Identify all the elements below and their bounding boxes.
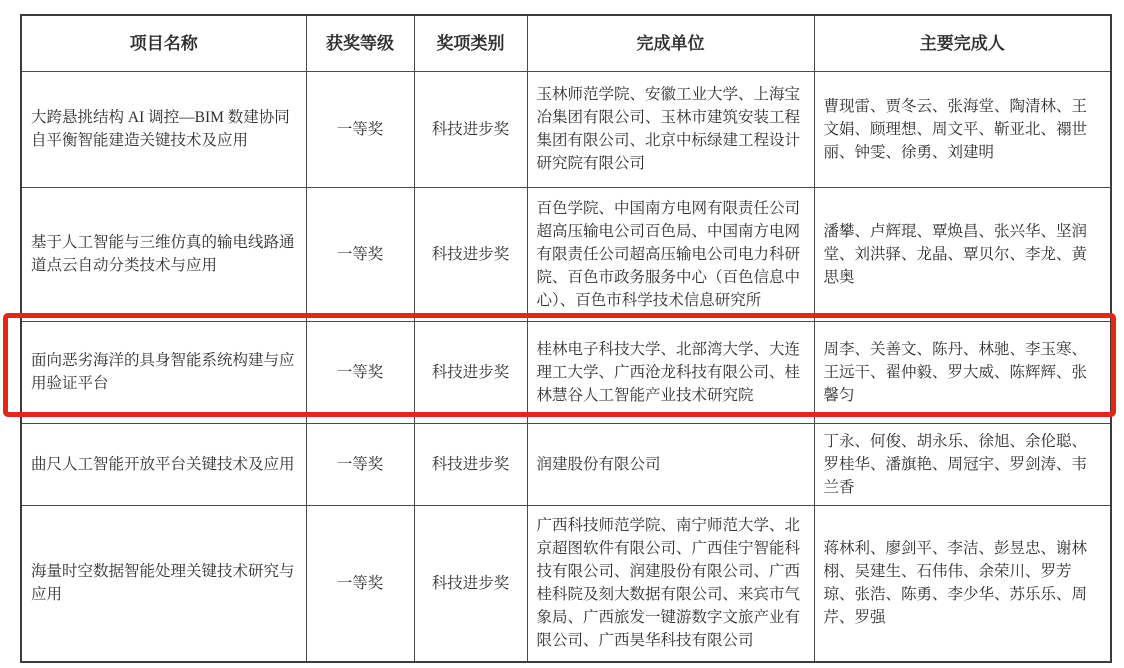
- cell-award-level: 一等奖: [306, 187, 414, 321]
- cell-award-level: 一等奖: [306, 321, 414, 423]
- header-cell-units: 完成单位: [527, 15, 814, 71]
- cell-contributors: 曹现雷、贾冬云、张海堂、陶清林、王文娟、顾理想、周文平、靳亚北、禤世丽、钟雯、徐勇、刘建明: [814, 71, 1111, 187]
- cell-units: 广西科技师范学院、南宁师范大学、北京超图软件有限公司、广西佳宁智能科技有限公司、润建股份有限公司、广西桂科院及刻大数据有限公司、来宾市气象局、广西旅发一键游数字文旅产业有限公司、广西昊华科技有限公司: [527, 505, 814, 662]
- cell-contributors: 潘攀、卢辉琨、覃焕昌、张兴华、坚润堂、刘洪驿、龙晶、覃贝尔、李龙、黄思奥: [814, 187, 1111, 321]
- cell-award-level: 一等奖: [306, 505, 414, 662]
- header-cell-award-category: 奖项类别: [414, 15, 527, 71]
- cell-award-category: 科技进步奖: [414, 505, 527, 662]
- header-cell-contributors: 主要完成人: [814, 15, 1111, 71]
- header-cell-award-level: 获奖等级: [306, 15, 414, 71]
- table-row: [21, 505, 1111, 662]
- cell-project: 海量时空数据智能处理关键技术研究与应用: [21, 505, 306, 662]
- cell-award-category: 科技进步奖: [414, 187, 527, 321]
- cell-project: 大跨悬挑结构 AI 调控—BIM 数建协同自平衡智能建造关键技术及应用: [21, 71, 306, 187]
- table-row: [21, 423, 1111, 505]
- table-row: [21, 187, 1111, 321]
- table-header-row: [21, 15, 1111, 71]
- cell-contributors: 蒋林利、廖剑平、李洁、彭昱忠、谢林栩、吴建生、石伟伟、余荣川、罗芳琼、张浩、陈勇、李少华、苏乐乐、周芹、罗强: [814, 505, 1111, 662]
- cell-award-level: 一等奖: [306, 71, 414, 187]
- cell-award-category: 科技进步奖: [414, 321, 527, 423]
- cell-contributors: 丁永、何俊、胡永乐、徐旭、余伦聪、罗桂华、潘旗艳、周冠宇、罗剑涛、韦兰香: [814, 423, 1111, 505]
- table-row: [21, 71, 1111, 187]
- cell-award-category: 科技进步奖: [414, 71, 527, 187]
- cell-contributors: 周李、关善文、陈丹、林驰、李玉寒、王远干、翟仲毅、罗大威、陈辉辉、张馨匀: [814, 321, 1111, 423]
- cell-award-level: 一等奖: [306, 423, 414, 505]
- cell-units: 玉林师范学院、安徽工业大学、上海宝冶集团有限公司、玉林市建筑安装工程集团有限公司、北京中标绿建工程设计研究院有限公司: [527, 71, 814, 187]
- cell-units: 百色学院、中国南方电网有限责任公司超高压输电公司百色局、中国南方电网有限责任公司超高压输电公司电力科研院、百色市政务服务中心（百色信息中心）、百色市科学技术信息研究所: [527, 187, 814, 321]
- cell-project: 曲尺人工智能开放平台关键技术及应用: [21, 423, 306, 505]
- header-cell-project: 项目名称: [21, 15, 306, 71]
- award-table: [20, 14, 1112, 663]
- table-row-highlighted: [21, 321, 1111, 423]
- cell-units: 润建股份有限公司: [527, 423, 814, 505]
- cell-units: 桂林电子科技大学、北部湾大学、大连理工大学、广西沧龙科技有限公司、桂林慧谷人工智能产业技术研究院: [527, 321, 814, 423]
- cell-project: 基于人工智能与三维仿真的输电线路通道点云自动分类技术与应用: [21, 187, 306, 321]
- cell-award-category: 科技进步奖: [414, 423, 527, 505]
- cell-project: 面向恶劣海洋的具身智能系统构建与应用验证平台: [21, 321, 306, 423]
